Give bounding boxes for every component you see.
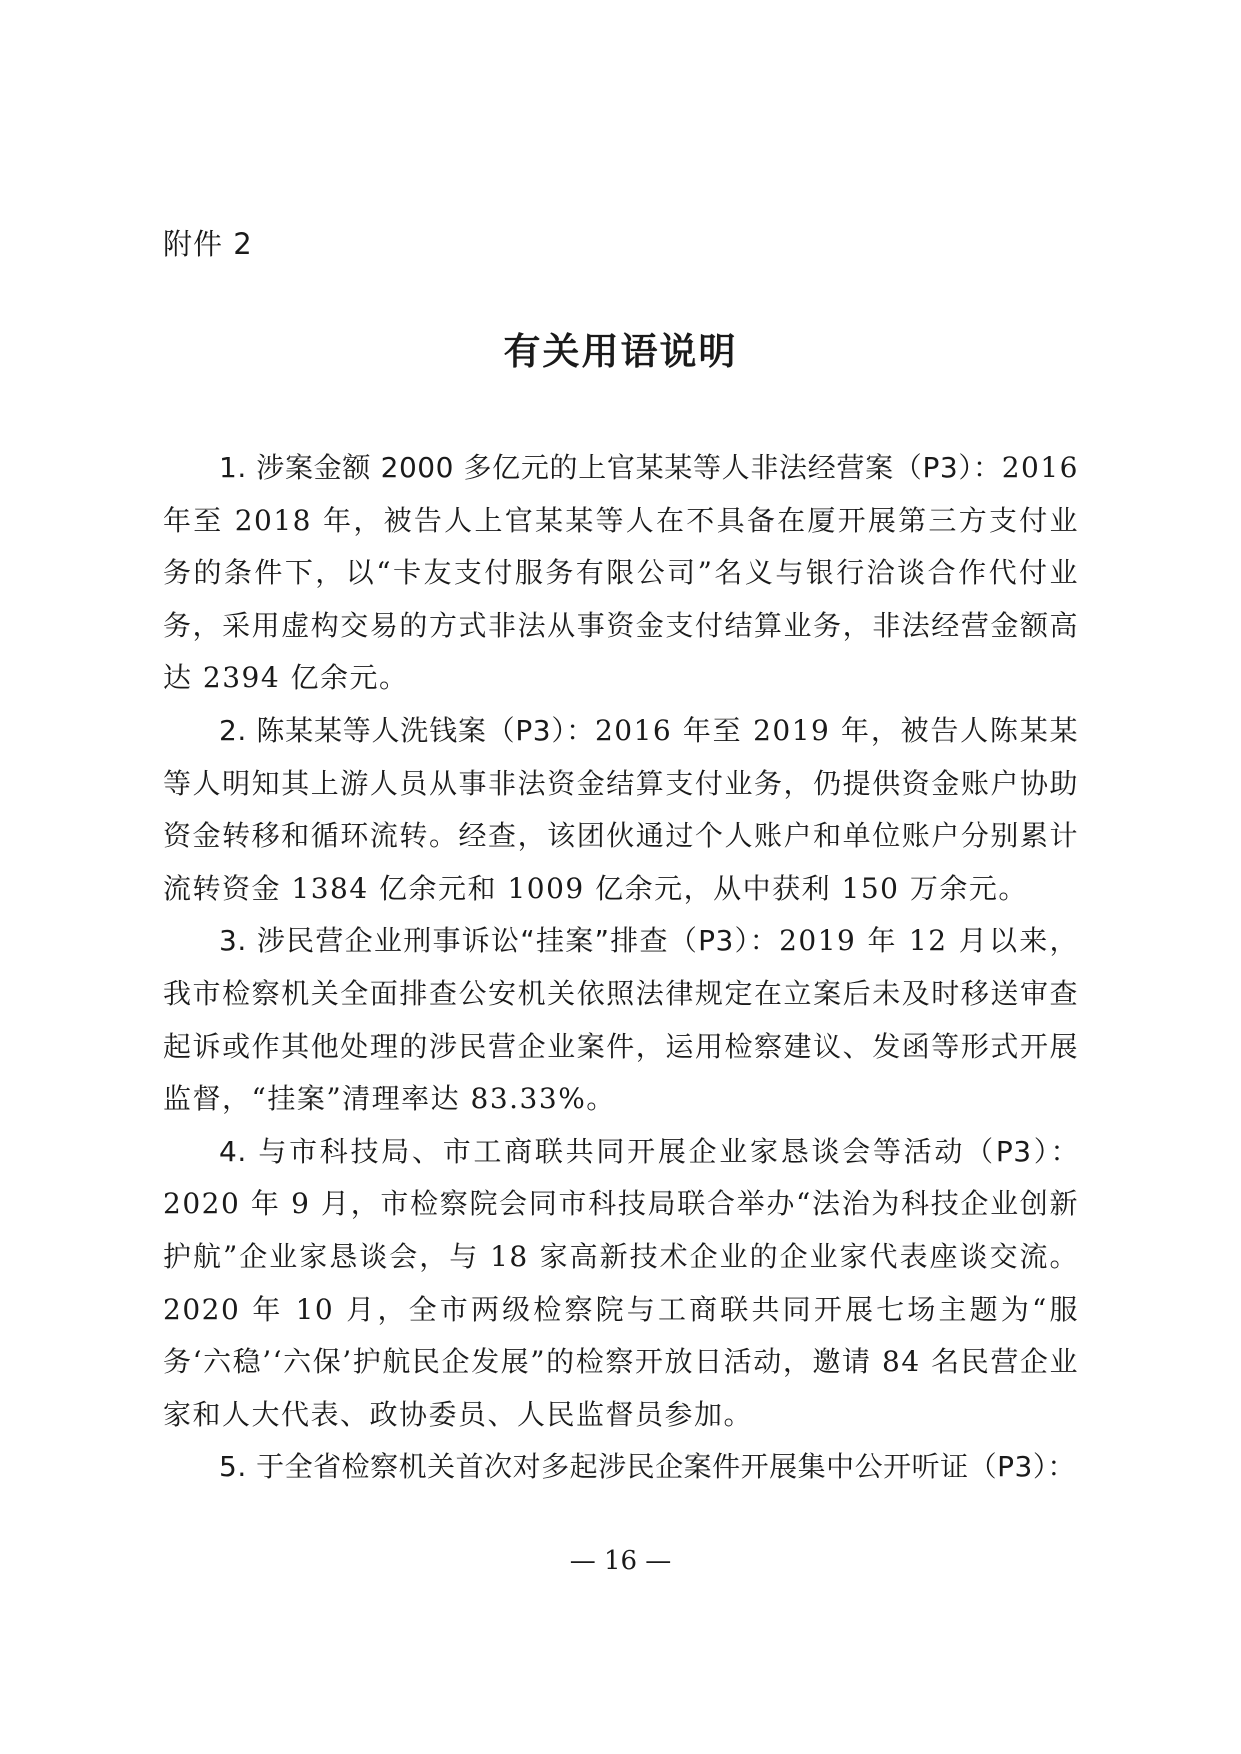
item-body: 2016 年至 2018 年，被告人上官某某等人在不具备在厦开展第三方支付业务的条件下，以“卡友支付服务有限公司”名义与银行洽谈合作代付业务，采用虚构交易的方式非法从事资金支付结算业务，非法经营金额高达 2394 亿余元。 [163, 451, 1079, 695]
item-heading: 1. 涉案金额 2000 多亿元的上官某某等人非法经营案（P3）： [219, 451, 1002, 484]
item-heading: 4. 与市科技局、市工商联共同开展企业家恳谈会等活动（P3）： [219, 1134, 1079, 1168]
list-item [163, 915, 1079, 1125]
list-item [163, 442, 1079, 705]
document-body [163, 442, 1079, 1494]
list-item [163, 1126, 1079, 1442]
attachment-label: 附件 2 [163, 227, 253, 261]
item-heading: 3. 涉民营企业刑事诉讼“挂案”排查（P3）： [219, 924, 780, 958]
item-heading: 5. 于全省检察机关首次对多起涉民企案件开展集中公开听证（P3）： [219, 1450, 1076, 1484]
list-item [163, 705, 1079, 915]
item-heading: 2. 陈某某等人洗钱案（P3）： [219, 713, 595, 747]
list-item [163, 1441, 1079, 1494]
page-title: 有关用语说明 [503, 330, 738, 373]
item-body: 2020 年 9 月，市检察院会同市科技局联合举办“法治为科技企业创新护航”企业家恳谈会，与 18 家高新技术企业的企业家代表座谈交流。2020 年 10 月，全市两级检察院与工商联共同开展七场主题为“服务‘六稳’‘六保’护航民企发展”的检察开放日活动，邀请 84 名民营企业家和人大代表、政协委员、人民监督员参加。 [163, 1187, 1079, 1431]
item-body: 2019 年 12 月以来，我市检察机关全面排查公安机关依照法律规定在立案后未及时移送审查起诉或作其他处理的涉民营企业案件，运用检察建议、发函等形式开展监督，“挂案”清理率达 83.33%。 [163, 924, 1080, 1116]
item-body: 2016 年至 2019 年，被告人陈某某等人明知其上游人员从事非法资金结算支付业务，仍提供资金账户协助资金转移和循环流转。经查，该团伙通过个人账户和单位账户分别累计流转资金 1384 亿余元和 1009 亿余元，从中获利 150 万余元。 [163, 713, 1079, 905]
page-number: — 16 — [569, 1546, 672, 1576]
